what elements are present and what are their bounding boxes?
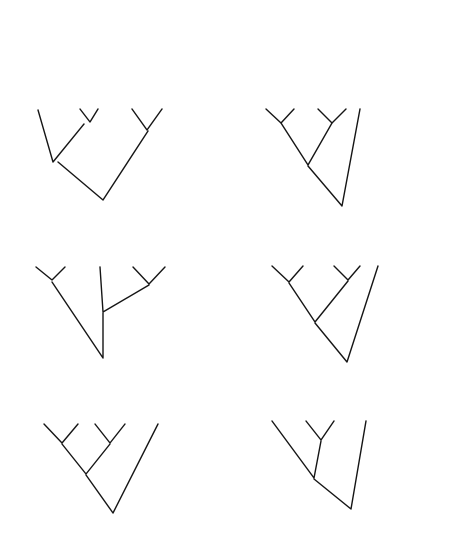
tree-b-line — [318, 109, 346, 123]
tree-g-line — [272, 266, 303, 282]
tree-d-line — [95, 424, 125, 443]
tree-a-line — [132, 109, 162, 130]
tree-b-line — [266, 109, 294, 123]
tree-b-line — [281, 123, 332, 165]
tree-a-line — [58, 131, 148, 200]
tree-b-line — [308, 109, 360, 206]
tree-e-line — [272, 421, 321, 478]
tree-d-line — [86, 424, 158, 513]
tree-e-line — [314, 421, 366, 509]
tree-a-line — [38, 110, 84, 162]
tree-d-line — [44, 424, 78, 443]
tree-g-line — [315, 266, 378, 362]
tree-v-line — [36, 267, 65, 280]
tree-v-line — [133, 267, 165, 284]
tree-e-line — [306, 421, 334, 440]
tree-v-line — [52, 282, 103, 358]
tree-d-line — [62, 444, 110, 474]
tree-g-line — [334, 266, 360, 280]
tree-a-line — [80, 109, 98, 122]
tree-v-line — [100, 267, 149, 312]
tree-g-line — [289, 281, 348, 322]
